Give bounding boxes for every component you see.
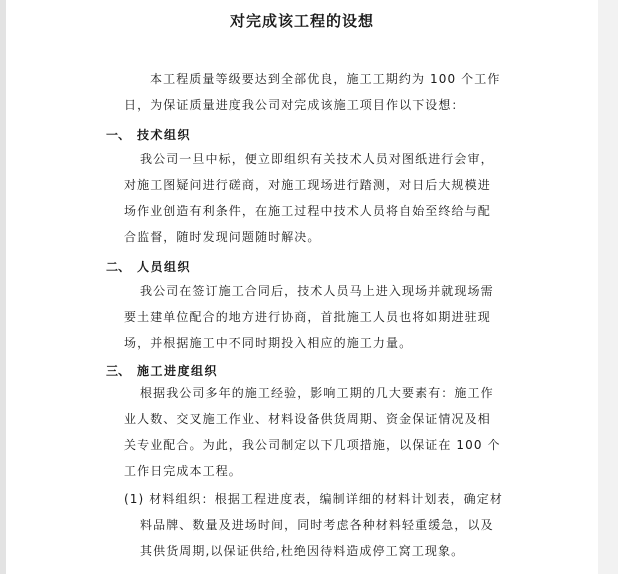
item-1-line-3: 其供货周期,以保证供给,杜绝因待料造成停工窝工现象。 (140, 544, 465, 558)
section-1-line-3: 场作业创造有利条件，在施工过程中技术人员将自始至终给与配 (124, 204, 491, 218)
section-3-line-2: 业人数、交叉施工作业、材料设备供货周期、资金保证情况及相 (124, 412, 491, 426)
intro-line-1: 本工程质量等级要达到全部优良，施工工期约为 100 个工作 (150, 72, 501, 86)
section-2-line-3: 场，并根据施工中不同时期投入相应的施工力量。 (124, 336, 413, 350)
item-1-line-1: (1) 材料组织：根据工程进度表，编制详细的材料计划表，确定材 (124, 492, 503, 506)
section-2-line-2: 要土建单位配合的地方进行协商，首批施工人员也将如期进驻现 (124, 310, 491, 324)
section-2-line-1: 我公司在签订施工合同后，技术人员马上进入现场并就现场需 (140, 284, 494, 298)
section-1-heading: 技术组织 (137, 128, 192, 142)
section-2-number: 二、 (106, 260, 131, 274)
document-page (6, 0, 598, 574)
intro-line-2: 日，为保证质量进度我公司对完成该施工项目作以下设想： (124, 98, 465, 112)
section-3-line-4: 工作日完成本工程。 (124, 464, 242, 478)
section-1-line-2: 对施工图疑问进行磋商，对施工现场进行踏测，对日后大规模进 (124, 178, 491, 192)
section-1-line-1: 我公司一旦中标，便立即组织有关技术人员对图纸进行会审， (140, 152, 494, 166)
section-2-heading: 人员组织 (137, 260, 192, 274)
section-3-line-1: 根据我公司多年的施工经验，影响工期的几大要素有：施工作 (140, 386, 494, 400)
section-3-number: 三、 (106, 364, 131, 378)
viewer-scroll-gutter[interactable] (598, 0, 618, 574)
section-1-number: 一、 (106, 128, 131, 142)
item-1-line-2: 料品牌、数量及进场时间，同时考虑各种材料轻重缓急，以及 (140, 518, 494, 532)
section-1-line-4: 合监督，随时发现问题随时解决。 (124, 230, 321, 244)
document-title: 对完成该工程的设想 (229, 12, 374, 30)
section-3-line-3: 关专业配合。为此，我公司制定以下几项措施，以保证在 100 个 (124, 438, 501, 452)
section-3-heading: 施工进度组织 (137, 364, 219, 378)
